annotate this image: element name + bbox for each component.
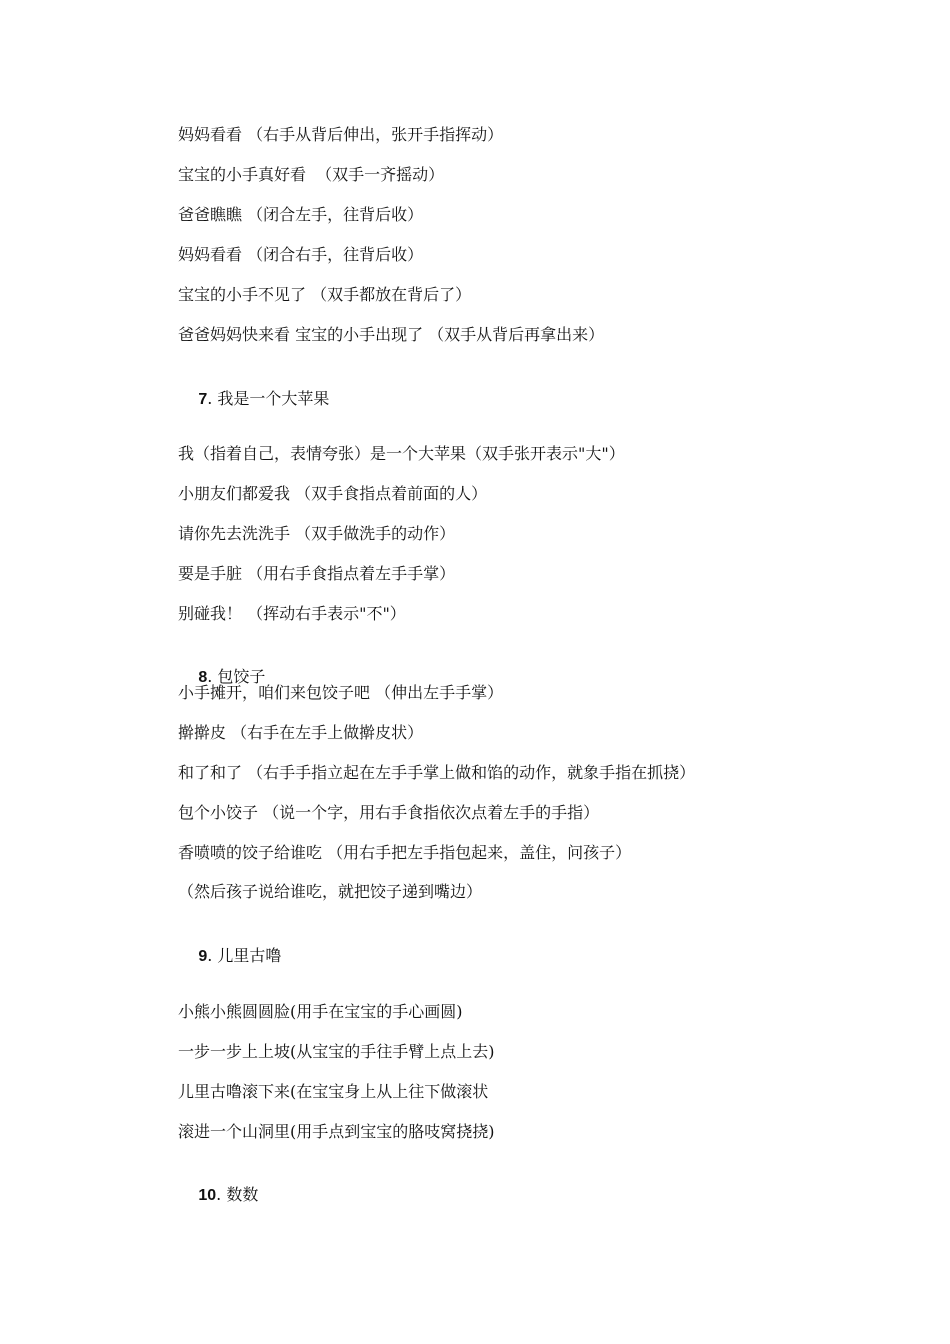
text-line: 妈妈看看 （闭合右手，往背后收） xyxy=(178,245,424,264)
section-number: 7 xyxy=(198,391,208,408)
heading-separator: . xyxy=(207,667,218,686)
text-line: 小朋友们都爱我 （双手食指点着前面的人） xyxy=(178,484,488,503)
section-number: 8 xyxy=(198,669,208,686)
text-line: 一步一步上上坡(从宝宝的手往手臂上点上去) xyxy=(178,1042,495,1061)
text-line: 宝宝的小手真好看 （双手一齐摇动） xyxy=(178,165,445,184)
section-title: 包饺子 xyxy=(217,667,266,686)
heading-separator: . xyxy=(216,1185,227,1204)
text-line: 擀擀皮 （右手在左手上做擀皮状） xyxy=(178,723,424,742)
section-number: 10 xyxy=(198,1187,217,1204)
text-line: 要是手脏 （用右手食指点着左手手掌） xyxy=(178,564,456,583)
text-line: 爸爸妈妈快来看 宝宝的小手出现了 （双手从背后再拿出来） xyxy=(178,325,605,344)
text-line: 儿里古噜滚下来(在宝宝身上从上往下做滚状 xyxy=(178,1082,489,1101)
text-line: 请你先去洗洗手 （双手做洗手的动作） xyxy=(178,524,456,543)
heading-separator: . xyxy=(207,946,218,965)
text-line: 妈妈看看 （右手从背后伸出，张开手指挥动） xyxy=(178,125,504,144)
text-line: 小手摊开，咱们来包饺子吧 （伸出左手手掌） xyxy=(178,683,504,702)
text-line: 滚进一个山洞里(用手点到宝宝的胳吱窝挠挠) xyxy=(178,1122,495,1141)
text-line: 和了和了 （右手手指立起在左手手掌上做和馅的动作，就象手指在抓挠） xyxy=(178,763,696,782)
text-line: 我（指着自己，表情夸张）是一个大苹果（双手张开表示"大"） xyxy=(178,444,625,463)
text-line: 宝宝的小手不见了 （双手都放在背后了） xyxy=(178,285,472,304)
text-line: 香喷喷的饺子给谁吃 （用右手把左手指包起来，盖住，问孩子） xyxy=(178,843,632,862)
section-heading xyxy=(178,363,330,408)
section-title: 儿里古噜 xyxy=(217,946,282,965)
section-heading xyxy=(178,641,266,686)
text-line: （然后孩子说给谁吃，就把饺子递到嘴边） xyxy=(178,882,483,901)
text-line: 爸爸瞧瞧 （闭合左手，往背后收） xyxy=(178,205,424,224)
section-title: 数数 xyxy=(226,1185,259,1204)
text-line: 小熊小熊圆圆脸(用手在宝宝的手心画圆) xyxy=(178,1002,463,1021)
section-heading xyxy=(178,1159,259,1204)
section-heading xyxy=(178,920,282,965)
heading-separator: . xyxy=(207,389,218,408)
section-number: 9 xyxy=(198,948,208,965)
text-line: 别碰我！ （挥动右手表示"不"） xyxy=(178,604,406,623)
text-line: 包个小饺子 （说一个字，用右手食指依次点着左手的手指） xyxy=(178,803,600,822)
section-title: 我是一个大苹果 xyxy=(217,389,330,408)
